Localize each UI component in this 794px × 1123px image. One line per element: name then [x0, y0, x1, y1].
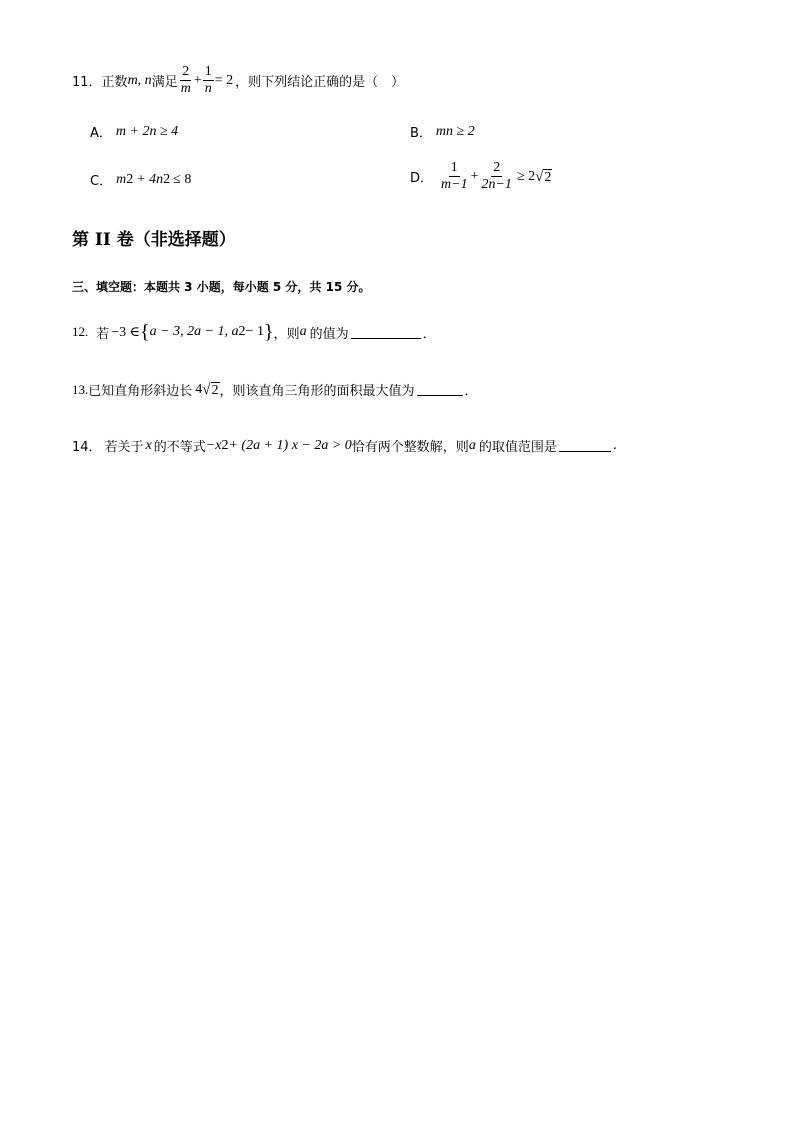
q12-right-brace: } — [263, 321, 274, 343]
q12-var-a: a — [299, 324, 307, 339]
q13-text-2: ，则该直角三角形的面积最大值为 — [219, 384, 415, 399]
option-b-expr: mn ≥ 2 — [435, 123, 475, 139]
q11-eq: = 2 — [214, 72, 234, 88]
q14-var-a: a — [468, 437, 476, 453]
q13-end: ． — [464, 384, 478, 399]
option-c-m: m — [116, 171, 127, 187]
q14-end: . — [612, 438, 617, 453]
option-d-radicand: 2 — [544, 169, 552, 185]
option-d-sqrt — [535, 169, 552, 185]
q14-var-x: x — [145, 437, 152, 453]
option-d-ge: ≥ 2 — [516, 168, 536, 184]
q11-frac2-den: n — [204, 81, 212, 96]
sqrt-radical-icon: √ — [202, 381, 211, 398]
option-d-f2-num: 2 — [493, 160, 501, 175]
q11-option-c: C． m 2 + 4n 2 ≤ 8 — [90, 171, 192, 189]
section-2-subtitle: 三、填空题：本题共 3 小题，每小题 5 分，共 15 分。 — [72, 280, 371, 294]
q11-text-mid: 满足 — [151, 75, 178, 90]
option-b-label: B． — [410, 126, 432, 141]
q14-expr-b: + (2a + 1) x − 2a > 0 — [228, 437, 352, 453]
q12-set: a − 3, 2a − 1, a — [149, 324, 239, 339]
q11-text-before: 正数 — [101, 75, 128, 90]
option-d-f1-den: m−1 — [441, 177, 468, 192]
q14-expr-a: −x — [205, 437, 222, 453]
q11-frac1-num: 2 — [182, 64, 190, 79]
q14-answer-blank — [559, 439, 611, 452]
q13-text-1: 已知直角形斜边长 — [88, 384, 193, 399]
q13-answer-blank — [417, 383, 463, 396]
q12-expr-1: −3 ∈ — [111, 324, 141, 340]
q12-text-2: ，则 — [273, 326, 300, 342]
option-c-label: C． — [90, 174, 113, 189]
option-c-mid: + 4n — [136, 171, 164, 187]
option-d-fraction-1 — [439, 160, 470, 193]
question-13 — [72, 380, 478, 399]
option-d-f1-num: 1 — [450, 160, 458, 175]
q11-frac1-den: m — [180, 81, 191, 96]
q11-fraction-1 — [179, 64, 193, 97]
q14-text-2: 的不等式 — [153, 440, 206, 455]
q12-left-brace: { — [140, 321, 150, 343]
option-d-plus: + — [470, 168, 479, 184]
q12-end: ． — [422, 326, 436, 342]
q11-number: 11． — [72, 75, 102, 90]
q13-sqrt — [202, 382, 219, 398]
q11-option-a — [90, 122, 178, 141]
q14-text-1: 若关于 — [104, 440, 144, 455]
q11-plus: + — [193, 72, 202, 88]
question-12: 12. 若 −3 ∈ { a − 3, 2a − 1, a 2 − 1 } ，则 a 的值为 ． — [72, 321, 436, 343]
q14-number: 14． — [72, 440, 102, 455]
sqrt-radical-icon: √ — [535, 168, 544, 185]
option-d-f2-den: 2n−1 — [481, 177, 512, 192]
q11-frac2-num: 1 — [204, 64, 212, 79]
q12-text-1: 若 — [96, 326, 110, 342]
q12-set-tail: − 1 — [245, 324, 264, 339]
question-14: 14． 若关于 x 的不等式 −x 2 + (2a + 1) x − 2a > 0 恰有两个整数解，则 a 的取值范围是 . — [72, 437, 617, 455]
question-11 — [72, 64, 404, 97]
q11-vars: m, n — [127, 72, 152, 88]
option-a-expr: m + 2n ≥ 4 — [115, 123, 179, 139]
q14-text-4: 的取值范围是 — [478, 440, 557, 455]
q11-text-after: ，则下列结论正确的是（ ） — [235, 75, 405, 90]
q12-number: 12. — [72, 324, 89, 339]
q11-option-b — [410, 122, 475, 141]
section-2-title: 第 II 卷（非选择题） — [72, 230, 236, 250]
option-c-tail: ≤ 8 — [173, 171, 192, 187]
q12-text-3: 的值为 — [309, 326, 349, 342]
q11-fraction-2 — [203, 64, 214, 97]
q11-option-d — [410, 160, 552, 193]
q13-radicand: 2 — [211, 382, 219, 398]
option-d-label: D． — [410, 171, 434, 186]
option-d-fraction-2 — [479, 160, 513, 193]
q12-answer-blank — [351, 326, 421, 339]
q13-number: 13. — [72, 381, 89, 397]
option-a-label: A． — [90, 126, 112, 141]
q13-coef: 4 — [195, 381, 203, 397]
q14-text-3: 恰有两个整数解，则 — [351, 440, 469, 455]
